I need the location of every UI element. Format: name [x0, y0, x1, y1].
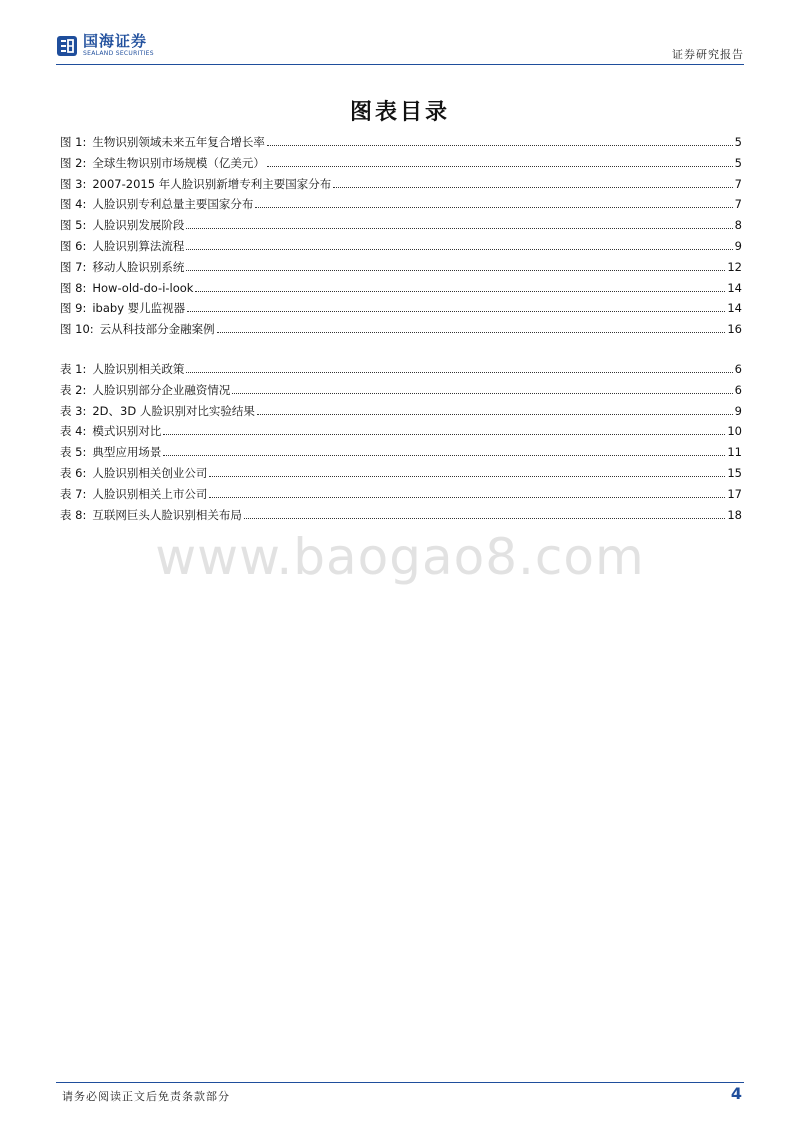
toc-entry-label: 图 7:: [60, 259, 87, 274]
toc-entry[interactable]: [60, 259, 742, 280]
toc-leader-dots: [209, 496, 725, 498]
sealand-logo-icon: [56, 35, 78, 57]
toc-entry-page: 14: [727, 301, 742, 316]
toc-leader-dots: [163, 454, 725, 456]
toc-entry-title: 云从科技部分金融案例: [99, 322, 215, 337]
toc-entry[interactable]: [60, 423, 742, 444]
toc-entry-page: 14: [727, 280, 742, 295]
toc-leader-dots: [232, 392, 732, 394]
company-logo: [56, 34, 154, 57]
toc-entry-label: 表 3:: [60, 403, 87, 418]
toc-entry-label: 表 8:: [60, 507, 87, 522]
logo-cn-text: 国海证券: [83, 32, 148, 50]
toc-entry-page: 5: [734, 155, 742, 170]
toc-leader-dots: [267, 165, 733, 167]
toc-entry-title: 模式识别对比: [92, 424, 162, 439]
toc-entry[interactable]: [60, 507, 742, 528]
toc-leader-dots: [187, 310, 725, 312]
toc-entry[interactable]: [60, 321, 742, 342]
toc-leader-dots: [186, 371, 732, 373]
toc-entry[interactable]: [60, 176, 742, 197]
toc-entry-title: 人脸识别部分企业融资情况: [92, 382, 231, 397]
toc-leader-dots: [195, 290, 725, 292]
toc-leader-dots: [186, 269, 725, 271]
figure-list: [60, 134, 742, 342]
toc-entry-title: 人脸识别发展阶段: [92, 218, 185, 233]
toc-entry-title: How-old-do-i-look: [92, 280, 194, 295]
toc-entry-page: 5: [734, 135, 742, 149]
toc-leader-dots: [163, 433, 725, 435]
watermark: www.baogao8.com: [155, 528, 645, 586]
toc-entry-label: 表 1:: [60, 362, 87, 376]
toc-entry-label: 图 5:: [60, 218, 87, 233]
toc-entry-title: 互联网巨头人脸识别相关布局: [92, 507, 242, 522]
toc-entry[interactable]: [60, 444, 742, 465]
toc-entry-page: 16: [727, 322, 742, 337]
toc-entry-page: 12: [727, 259, 742, 274]
toc-entry-label: 图 9:: [60, 301, 87, 316]
toc-entry-title: 人脸识别算法流程: [92, 238, 185, 253]
toc-entry-title: 典型应用场景: [92, 445, 162, 460]
toc-entry-label: 表 5:: [60, 445, 87, 460]
toc-entry-label: 表 2:: [60, 382, 87, 397]
toc-entry[interactable]: [60, 486, 742, 507]
toc-entry-label: 图 8:: [60, 280, 87, 295]
toc-entry-label: 图 10:: [60, 322, 94, 337]
toc-entry-page: 6: [734, 382, 742, 397]
toc-entry[interactable]: [60, 196, 742, 217]
toc-leader-dots: [267, 144, 733, 146]
toc-leader-dots: [333, 186, 732, 188]
toc-entry-page: 17: [727, 486, 742, 501]
disclaimer-text: 请务必阅读正文后免责条款部分: [62, 1090, 230, 1103]
toc-leader-dots: [186, 248, 732, 250]
toc-leader-dots: [257, 413, 733, 415]
report-type: 证券研究报告: [672, 48, 744, 61]
toc-entry-title: 人脸识别相关上市公司: [92, 486, 208, 501]
toc-entry[interactable]: [60, 361, 742, 382]
toc-entry-page: 7: [734, 176, 742, 191]
toc-entry[interactable]: [60, 300, 742, 321]
toc-leader-dots: [186, 227, 732, 229]
toc-leader-dots: [217, 331, 726, 333]
logo-en-text: SEALAND SECURITIES: [83, 50, 154, 57]
toc-entry-label: 表 6:: [60, 465, 87, 480]
toc-entry-page: 11: [727, 445, 742, 460]
toc-entry-title: ibaby 婴儿监视器: [92, 301, 186, 316]
toc-entry-title: 移动人脸识别系统: [92, 259, 185, 274]
toc-leader-dots: [244, 517, 726, 519]
toc-entry[interactable]: [60, 238, 742, 259]
toc-entry-label: 图 6:: [60, 238, 87, 253]
toc-entry[interactable]: [60, 403, 742, 424]
toc-leader-dots: [209, 475, 725, 477]
page-header: [56, 34, 744, 64]
footer-divider: [56, 1082, 744, 1083]
toc-entry-title: 2D、3D 人脸识别对比实验结果: [92, 403, 255, 418]
toc-entry-label: 图 4:: [60, 197, 87, 212]
toc-entry-title: 人脸识别相关政策: [92, 362, 185, 376]
toc-entry-page: 9: [734, 403, 742, 418]
toc-entry-label: 图 1:: [60, 135, 87, 149]
page-number: 4: [730, 1084, 742, 1103]
table-list: [60, 361, 742, 527]
toc-entry-label: 表 4:: [60, 424, 87, 439]
toc-entry-page: 8: [734, 218, 742, 233]
toc-entry-title: 人脸识别相关创业公司: [92, 465, 208, 480]
toc-entry[interactable]: [60, 217, 742, 238]
toc-entry-page: 6: [734, 362, 742, 376]
toc-entry-title: 生物识别领域未来五年复合增长率: [92, 135, 265, 149]
toc-entry-title: 全球生物识别市场规模（亿美元）: [92, 155, 265, 170]
page-title: 图表目录: [349, 100, 450, 125]
toc-entry-page: 10: [727, 424, 742, 439]
toc-entry[interactable]: [60, 155, 742, 176]
toc-entry-label: 图 3:: [60, 176, 87, 191]
toc-entry[interactable]: [60, 465, 742, 486]
toc-entry-title: 人脸识别专利总量主要国家分布: [92, 197, 254, 212]
toc-entry-label: 图 2:: [60, 155, 87, 170]
header-divider: [56, 64, 744, 65]
toc-entry[interactable]: [60, 280, 742, 301]
toc-entry-page: 7: [734, 197, 742, 212]
toc-entry-page: 9: [734, 238, 742, 253]
toc-entry[interactable]: [60, 382, 742, 403]
toc-entry-page: 15: [727, 465, 742, 480]
toc-entry-title: 2007-2015 年人脸识别新增专利主要国家分布: [92, 176, 332, 191]
toc-entry-page: 18: [727, 507, 742, 522]
toc-leader-dots: [255, 206, 732, 208]
toc-entry-label: 表 7:: [60, 486, 87, 501]
toc-entry[interactable]: [60, 134, 742, 155]
